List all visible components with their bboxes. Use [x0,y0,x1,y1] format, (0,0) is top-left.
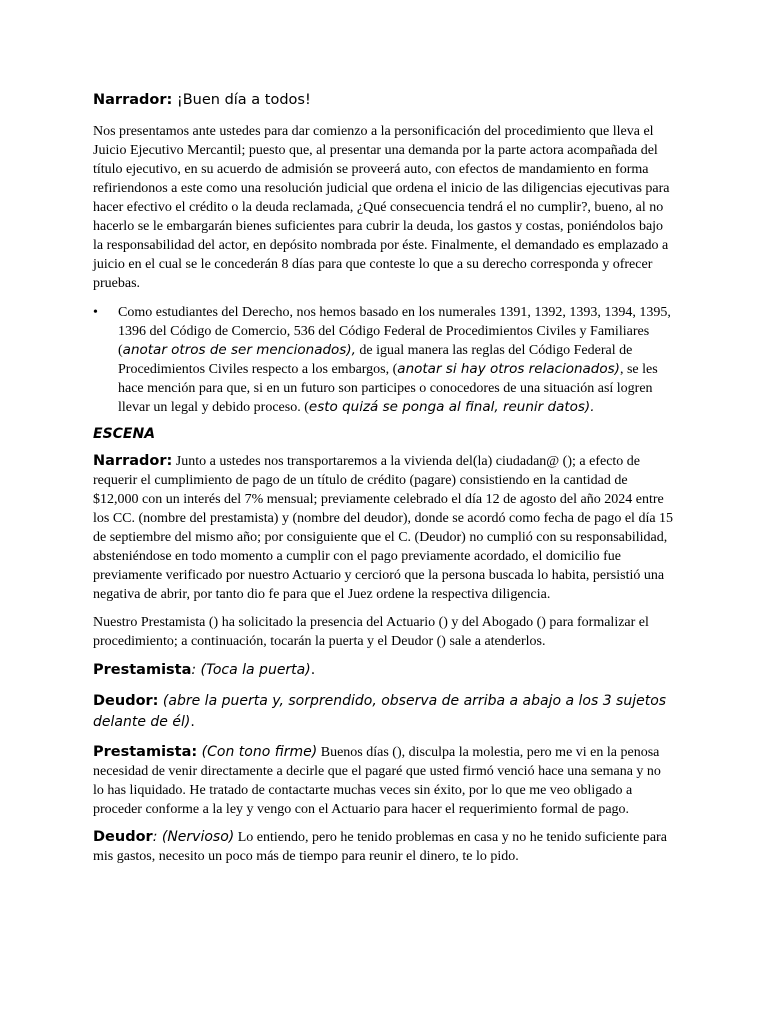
dialogue-line-4 [93,828,674,866]
greeting-line [93,92,674,108]
bullet-item [93,303,674,417]
narrator-paragraph-2: Nuestro Prestamista () ha solicitado la presencia del Actuario () y del Abogado () para formalizar el procedimiento; a continuación, tocarán la puerta y el Deudor () sale a atenderlos. [93,615,649,649]
bullet-note-1: anotar otros de ser mencionados), [122,342,356,358]
intro-paragraph: Nos presentamos ante ustedes para dar comienzo a la personificación del procedimiento que lleva el Juicio Ejecutivo Mercantil; puesto que, al presentar una demanda por la parte actora acompañada del título ejecutivo, en su acuerdo de admisión se proveerá auto, con efectos de mandamiento en forma refiriendonos a este como una resolución judicial que ordena el inicio de las diligencias ejecutivas para hacer efectivo el crédito o la deuda reclamada, ¿Qué consecuencia tendrá el no cumplir?, bueno, al no hacerlo se le embargarán bienes suficientes para cubrir la deuda, los gastos y costas, poniéndolos bajo la responsabilidad del actor, en depósito nombrada por éste. Finalmente, el demandado es emplazado a juicio en el cual se le concederán 8 días para que conteste lo que a su derecho corresponda y ofrecer pruebas. [93,124,670,291]
dialogue-line-2 [93,691,674,733]
bullet-icon: • [93,305,98,320]
stage-direction: : (Toca la puerta) [191,662,311,678]
dialogue-line-3 [93,743,674,819]
line-end: . [310,662,316,678]
line-end: . [190,714,195,730]
bullet-text-2: de igual manera las reglas del Código Federal de Procedimientos Civiles respecto a los embargos, ( [118,343,633,377]
narrator-paragraph [93,452,674,604]
speaker-label: Prestamista: [93,744,198,760]
dialogue-line-1 [93,660,674,681]
speaker-label: Prestamista [93,662,192,678]
bullet-text-3: , se les hace mención para que, si en un futuro son participes o conocedores de una situación así logren llevar un legal y debido proceso. ( [118,362,658,415]
stage-direction: : (Nervioso) [152,829,235,845]
greeting-text: ¡Buen día a todos! [172,92,311,108]
bullet-text-1: Como estudiantes del Derecho, nos hemos basado en los numerales 1391, 1392, 1393, 1394, 1395, 1396 del Código de Comercio, 536 del Código Federal de Procedimientos Civiles y Familiares ( [118,305,671,358]
stage-direction: (abre la puerta y, sorprendido, observa de arriba a abajo a los 3 sujetos delante de él) [93,693,667,730]
dialogue-text: Buenos días (), disculpa la molestia, pero me vi en la penosa necesidad de venir directamente a decirle que el pagaré que usted firmó venció hace una semana y no lo has liquidado. He tratado de contactarte muchas veces sin éxito, por lo que me veo obligado a proceder conforme a la ley y vengo con el Actuario para hacer el requerimiento formal de pago. [93,745,661,817]
speaker-label: Narrador: [93,92,173,108]
speaker-label: Narrador: [93,453,173,469]
stage-direction: (Con tono firme) [197,744,318,760]
bullet-note-2: anotar si hay otros relacionados) [397,361,620,377]
narrator-text: Junto a ustedes nos transportaremos a la vivienda del(la) ciudadan@ (); a efecto de requerir el cumplimiento de pago de un título de crédito (pagare) consistiendo en la cantidad de $12,000 con un interés del 7% mensual; previamente celebrado el día 12 de agosto del año 2024 entre los CC. (nombre del prestamista) y (nombre del deudor), donde se acordó como fecha de pago el día 15 de septiembre del mismo año; por consiguiente que el C. (Deudor) no cumplió con su responsabilidad, absteniéndose en todo momento a cumplir con el pago previamente acordado, el domicilio fue previamente verificado por nuestro Actuario y cercioró que la persona buscada lo habita, persistió una negativa de abrir, por tanto dio fe para que el Juez ordene la respectiva diligencia. [93,454,674,602]
scene-heading: ESCENA [93,426,156,442]
dialogue-text: Lo entiendo, pero he tenido problemas en casa y no he tenido suficiente para mis gastos, necesito un poco más de tiempo para reunir el dinero, te lo pido. [93,830,667,864]
speaker-label: Deudor: [93,693,159,709]
speaker-label: Deudor [93,829,153,845]
bullet-note-3: esto quizá se ponga al final, reunir datos). [308,399,595,415]
